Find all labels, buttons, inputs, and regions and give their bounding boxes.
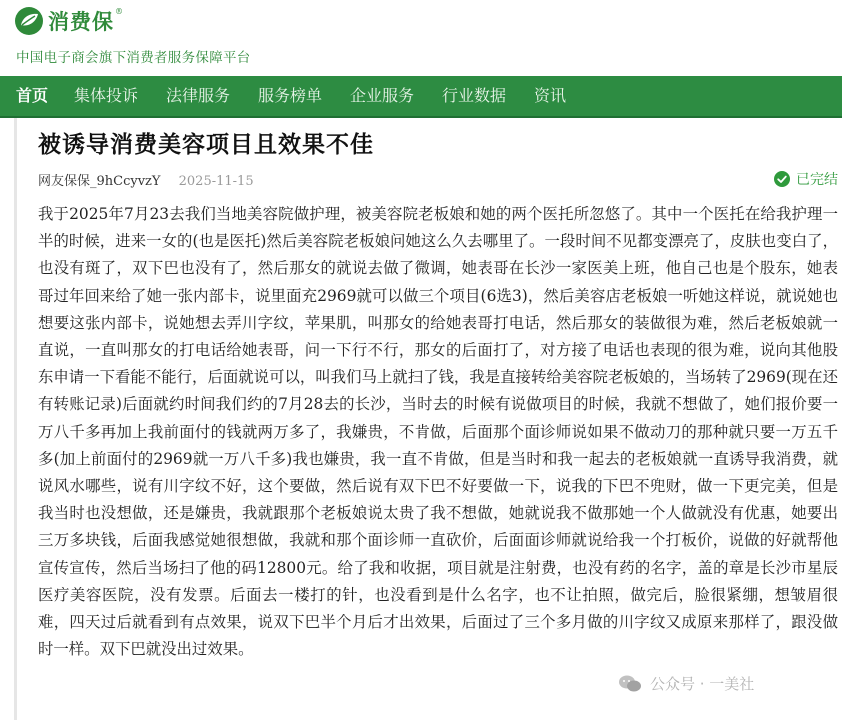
watermark: [618, 673, 754, 694]
nav-item-industry-data[interactable]: 行业数据: [442, 86, 507, 105]
brand-tagline: 中国电子商会旗下消费者服务保障平台: [16, 50, 251, 66]
brand-name: 消费保: [48, 10, 114, 34]
wechat-icon: [618, 674, 642, 694]
nav-item-home[interactable]: 首页: [16, 86, 49, 105]
watermark-text: 公众号 · 一美社: [650, 675, 755, 693]
site-logo[interactable]: [14, 6, 123, 36]
post-date: 2025-11-15: [178, 174, 254, 189]
nav-item-enterprise-services[interactable]: 企业服务: [350, 86, 415, 105]
nav-item-news[interactable]: 资讯: [534, 86, 567, 105]
nav-item-service-rankings[interactable]: 服务榜单: [258, 86, 323, 105]
check-circle-icon: [774, 171, 790, 187]
main-nav: [0, 76, 842, 118]
site-header: [0, 0, 842, 76]
leaf-logo-icon: [14, 6, 44, 36]
status-badge: [774, 169, 838, 189]
complaint-meta: [38, 170, 254, 189]
nav-item-legal-services[interactable]: 法律服务: [166, 86, 231, 105]
author-name[interactable]: 网友保保_9hCcyvzY: [38, 174, 161, 189]
complaint-title: 被诱导消费美容项目且效果不佳: [38, 131, 374, 158]
nav-item-collective-complaints[interactable]: 集体投诉: [74, 86, 139, 105]
registered-mark: ®: [115, 6, 123, 16]
content-left-border: [14, 118, 17, 720]
status-label: 已完结: [796, 172, 838, 188]
complaint-body: 我于2025年7月23去我们当地美容院做护理，被美容院老板娘和她的两个医托所忽悠了。其中一个医托在给我护理一半的时候，进来一女的(也是医托)然后美容院老板娘问她这么久去哪里了。一段时间不见都变漂亮了，皮肤也变白了，也没有斑了，双下巴也没有了，然后那女的就说去做了微调，她表哥在长沙一家医美上班，他自己也是个股东，她表哥过年回来给了她一张内部卡，说里面充2969就可以做三个项目(6选3)，然后美容店老板娘一听她这样说，就说她也想要这张内部卡，说她想去弄川字纹，苹果肌，叫那女的给她表哥打电话，然后那女的装做很为难，然后老板娘就一直说，一直叫那女的打电话给她表哥，问一下行不行，那女的后面打了，对方接了电话也表现的很为难，说向其他股东申请一下看能不能行，后面就说可以，叫我们马上就扫了钱，我是直接转给美容院老板娘的，当场转了2969(现在还有转账记录)后面就约时间我们约的7月28去的长沙，当时去的时候有说做项目的时候，我就不想做了，她们报价要一万八千多再加上我前面付的钱就两万多了，我嫌贵，不肯做，后面那个面诊师说如果不做动刀的那种就只要一万五千多(加上前面付的2969就一万八千多)我也嫌贵，我一直不肯做，但是当时和我一起去的老板娘就一直诱导我消费，就说风水哪些，说有川字纹不好，这个要做，然后说有双下巴不好要做一下，说我的下巴不兜财，做一下更完美，但是我当时也没想做，还是嫌贵，我就跟那个老板娘说太贵了我不想做，她就说我不做那她一个人做就没有优惠，她要出三万多块钱，后面我感觉她很想做，我就和那个面诊师一直砍价，后面面诊师就说给我一个打板价，说做的好就帮他宣传宣传，然后当场扫了他的码12800元。给了我和收据，项目就是注射费，也没有药的名字，盖的章是长沙市星辰医疗美容医院，没有发票。后面去一楼打的针，也没看到是什么名字，也不让拍照，做完后，脸很紧绷，想皱眉很难，四天过后就看到有点效果，说双下巴半个月后才出效果，后面过了三个多月做的川字纹又成原来那样了，跟没做时一样。双下巴就没出过效果。: [38, 205, 838, 659]
